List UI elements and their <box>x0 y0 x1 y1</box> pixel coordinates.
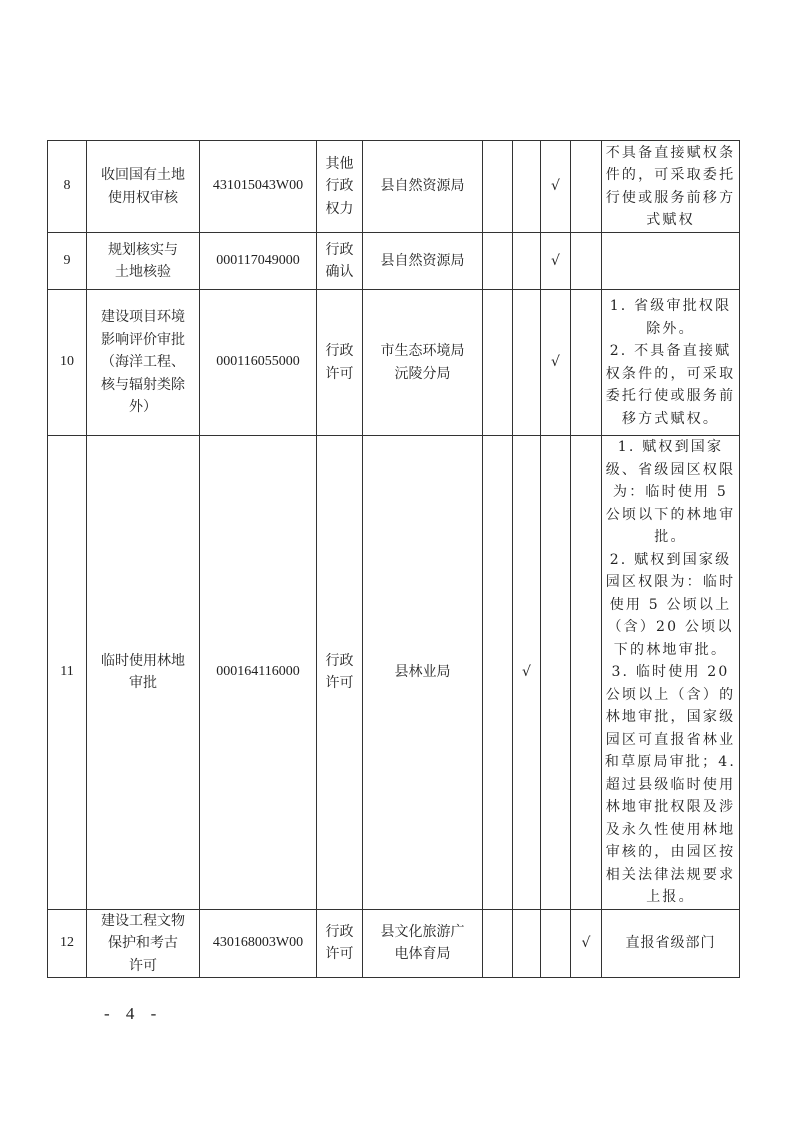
remarks-cell: 直报省级部门 <box>602 909 740 978</box>
table-row <box>48 141 740 233</box>
power-type-cell: 行政 确认 <box>317 233 363 290</box>
item-code-cell: 000164116000 <box>200 436 317 910</box>
item-code-cell: 000117049000 <box>200 233 317 290</box>
check-mark-cell <box>483 290 513 436</box>
check-mark-cell: √ <box>571 909 602 978</box>
check-mark-cell <box>513 290 541 436</box>
seq-cell: 9 <box>48 233 87 290</box>
item-name-cell: 建设工程文物 保护和考古 许可 <box>87 909 200 978</box>
remarks-cell <box>602 233 740 290</box>
item-code-cell: 000116055000 <box>200 290 317 436</box>
department-cell: 县自然资源局 <box>363 141 483 233</box>
item-name-cell: 临时使用林地 审批 <box>87 436 200 910</box>
check-mark-cell <box>571 233 602 290</box>
power-type-cell: 行政 许可 <box>317 290 363 436</box>
check-mark-cell <box>541 909 571 978</box>
item-code-cell: 431015043W00 <box>200 141 317 233</box>
remarks-cell: 不具备直接赋权条件的，可采取委托行使或服务前移方式赋权 <box>602 141 740 233</box>
page-number: - 4 - <box>104 1004 163 1023</box>
power-type-cell: 其他 行政 权力 <box>317 141 363 233</box>
check-mark-cell <box>513 141 541 233</box>
table-row <box>48 233 740 290</box>
item-name-cell: 收回国有土地 使用权审核 <box>87 141 200 233</box>
department-cell: 县自然资源局 <box>363 233 483 290</box>
seq-cell: 10 <box>48 290 87 436</box>
power-list-table <box>47 140 740 978</box>
check-mark-cell: √ <box>541 233 571 290</box>
check-mark-cell <box>483 909 513 978</box>
seq-cell: 12 <box>48 909 87 978</box>
department-cell: 县林业局 <box>363 436 483 910</box>
check-mark-cell <box>571 141 602 233</box>
check-mark-cell <box>513 909 541 978</box>
check-mark-cell <box>483 436 513 910</box>
check-mark-cell <box>483 141 513 233</box>
power-type-cell: 行政 许可 <box>317 909 363 978</box>
department-cell: 市生态环境局 沅陵分局 <box>363 290 483 436</box>
check-mark-cell: √ <box>513 436 541 910</box>
item-name-cell: 规划核实与 土地核验 <box>87 233 200 290</box>
check-mark-cell <box>513 233 541 290</box>
item-name-cell: 建设项目环境 影响评价审批 （海洋工程、 核与辐射类除 外） <box>87 290 200 436</box>
table-row <box>48 909 740 978</box>
check-mark-cell <box>541 436 571 910</box>
power-type-cell: 行政 许可 <box>317 436 363 910</box>
seq-cell: 11 <box>48 436 87 910</box>
check-mark-cell <box>571 436 602 910</box>
table-row <box>48 290 740 436</box>
check-mark-cell <box>483 233 513 290</box>
department-cell: 县文化旅游广 电体育局 <box>363 909 483 978</box>
check-mark-cell: √ <box>541 141 571 233</box>
remarks-cell: 1. 省级审批权限除外。 2. 不具备直接赋权条件的，可采取委托行使或服务前移方式赋权。 <box>602 290 740 436</box>
check-mark-cell <box>571 290 602 436</box>
table-row <box>48 436 740 910</box>
check-mark-cell: √ <box>541 290 571 436</box>
item-code-cell: 430168003W00 <box>200 909 317 978</box>
remarks-cell: 1. 赋权到国家级、省级园区权限为：临时使用 5 公顷以下的林地审批。 2. 赋权到国家级园区权限为：临时使用 5 公顷以上（含）20 公顷以下的林地审批。 3. 临时使用 20 公顷以上（含）的林地审批，国家级园区可直报省林业和草原局审批；4. 超过县级临时使用林地审批权限及涉及永久性使用林地审核的，由园区按相关法律法规要求上报。 <box>602 436 740 910</box>
seq-cell: 8 <box>48 141 87 233</box>
